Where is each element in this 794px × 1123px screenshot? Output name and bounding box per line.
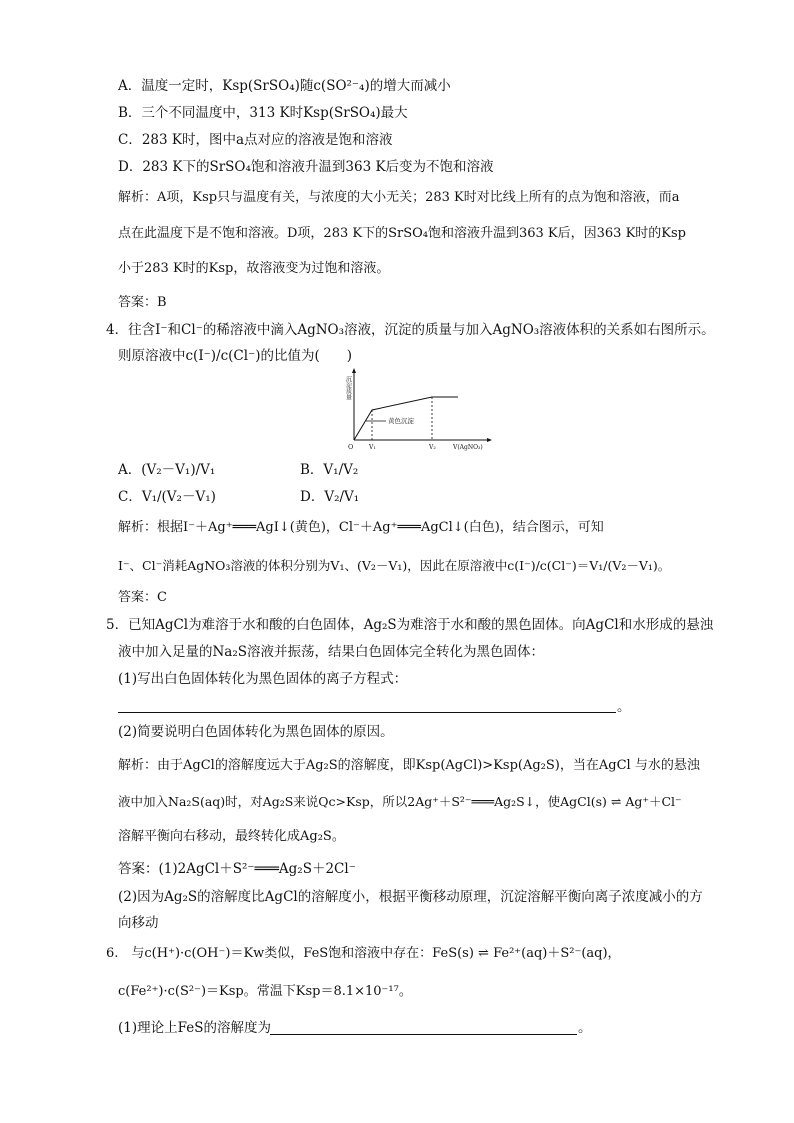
y-axis-arrow: [352, 368, 356, 373]
q5-answer-line-2: (2)因为Ag₂S的溶解度比AgCl的溶解度小，根据平衡移动原理，沉淀溶解平衡向离子浓度减小的方: [118, 889, 703, 905]
q4-option-b: B．V₁/V₂: [300, 462, 359, 478]
q5-answer-line-3: 向移动: [118, 915, 159, 931]
q5-blank-1-end: 。: [617, 699, 631, 715]
q3-option-c: C．283 K时，图中a点对应的溶液是饱和溶液: [118, 132, 393, 148]
y-axis-label: 沉淀质量: [344, 376, 352, 400]
q3-explanation-line-3: 小于283 K时的Ksp，故溶液变为过饱和溶液。: [118, 261, 390, 276]
q5-sub-question-1: (1)写出白色固体转化为黑色固体的离子方程式：: [118, 671, 408, 687]
q6-stem-line-1: 6. 与c(H⁺)·c(OH⁻)＝Kw类似，FeS饱和溶液中存在：FeS(s) ⇌ Fe²⁺(aq)＋S²⁻(aq)，: [106, 946, 621, 961]
q5-explanation-line-3: 溶解平衡向右移动，最终转化成Ag₂S。: [118, 829, 345, 844]
v1-tick-label: V₁: [369, 444, 376, 451]
q4-answer: 答案：C: [118, 590, 167, 605]
q4-option-a: A．(V₂－V₁)/V₁: [118, 462, 216, 478]
q3-explanation-line-2: 点在此温度下是不饱和溶液。D项，283 K下的SrSO₄饱和溶液升温到363 K后，因363 K时的Ksp: [118, 226, 686, 241]
q5-explanation-line-1: 解析：由于AgCl的溶解度远大于Ag₂S的溶解度，即Ksp(AgCl)>Ksp(Ag₂S)，当在AgCl 与水的悬浊: [118, 758, 700, 773]
q3-answer: 答案：B: [118, 295, 167, 310]
q3-explanation-line-1: 解析：A项，Ksp只与温度有关，与浓度的大小无关；283 K时对比线上所有的点为饱和溶液，而a: [118, 190, 680, 205]
v2-tick-label: V₂: [429, 444, 436, 451]
q5-answer-line-1: 答案：(1)2AgCl＋S²⁻═══Ag₂S＋2Cl⁻: [118, 861, 356, 877]
annotation-label: 黄色沉淀: [388, 417, 414, 425]
q4-option-c: C．V₁/(V₂－V₁): [118, 489, 216, 505]
q4-explanation-line-2: I⁻、Cl⁻消耗AgNO₃溶液的体积分别为V₁、(V₂－V₁)，因此在原溶液中c(I⁻)/c(Cl⁻)＝V₁/(V₂－V₁)。: [118, 558, 671, 573]
q5-answer-blank-1[interactable]: [118, 712, 616, 713]
q4-stem-line-2: 则原溶液中c(I⁻)/c(Cl⁻)的比值为( ): [118, 348, 353, 364]
q3-option-b: B．三个不同温度中，313 K时Ksp(SrSO₄)最大: [118, 105, 408, 121]
q3-option-d: D．283 K下的SrSO₄饱和溶液升温到363 K后变为不饱和溶液: [118, 159, 494, 175]
q5-stem-line-1: 5．已知AgCl为难溶于水和酸的白色固体，Ag₂S为难溶于水和酸的黑色固体。向AgCl和水形成的悬浊: [106, 617, 714, 633]
q6-sub-question-1: (1)理论上FeS的溶解度为: [118, 1020, 271, 1036]
q4-option-d: D．V₂/V₁: [300, 489, 360, 505]
x-axis-arrow: [487, 438, 492, 442]
q4-stem-line-1: 4．往含I⁻和Cl⁻的稀溶液中滴入AgNO₃溶液，沉淀的质量与加入AgNO₃溶液体积的关系如右图所示。: [106, 322, 715, 338]
q5-sub-question-2: (2)简要说明白色固体转化为黑色固体的原因。: [118, 724, 394, 740]
q6-answer-blank-1[interactable]: [270, 1034, 577, 1035]
q5-explanation-line-2: 液中加入Na₂S(aq)时，对Ag₂S来说Qc>Ksp，所以2Ag⁺＋S²⁻═══Ag₂S↓，使AgCl(s) ⇌ Ag⁺＋Cl⁻: [118, 794, 682, 809]
precipitate-graph: [338, 368, 498, 452]
q4-explanation-line-1: 解析：根据I⁻＋Ag⁺═══AgI↓(黄色)，Cl⁻＋Ag⁺═══AgCl↓(白色)，结合图示，可知: [118, 520, 604, 535]
q5-stem-line-2: 液中加入足量的Na₂S溶液并振荡，结果白色固体完全转化为黑色固体：: [118, 644, 545, 660]
origin-label: O: [348, 443, 354, 451]
q6-stem-line-2: c(Fe²⁺)·c(S²⁻)＝Ksp。常温下Ksp＝8.1×10⁻¹⁷。: [118, 984, 412, 999]
q3-option-a: A．温度一定时，Ksp(SrSO₄)随c(SO²⁻₄)的增大而减小: [118, 78, 451, 94]
x-axis-label: V(AgNO₃): [453, 444, 483, 451]
q6-blank-1-end: 。: [578, 1020, 592, 1036]
